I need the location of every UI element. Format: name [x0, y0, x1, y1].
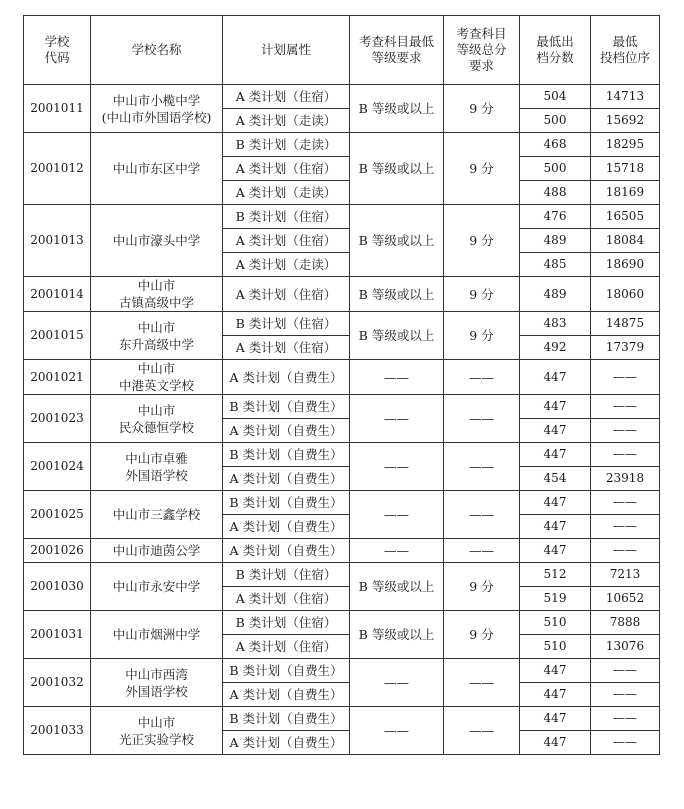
header-text: 投档位序 [599, 50, 650, 65]
subject-level-cell: B 等级或以上 [350, 563, 444, 611]
header-text: 最低出 [536, 34, 574, 49]
min-score-cell: 447 [520, 683, 591, 707]
plan-type-cell: A 类计划（住宿） [223, 277, 350, 312]
table-body [24, 85, 660, 755]
subject-level-cell: —— [350, 659, 444, 707]
school-name-cell [91, 395, 223, 443]
min-rank-cell: 10652 [591, 587, 660, 611]
min-rank-cell: 17379 [591, 336, 660, 360]
school-name-cell [91, 491, 223, 539]
plan-type-cell: B 类计划（住宿） [223, 312, 350, 336]
min-rank-cell: 14875 [591, 312, 660, 336]
header-subject-level [350, 16, 444, 85]
min-score-cell: 447 [520, 539, 591, 563]
subject-total-cell: 9 分 [444, 133, 520, 205]
school-name-cell [91, 360, 223, 395]
header-text: 等级总分 [456, 42, 507, 57]
header-school-name [91, 16, 223, 85]
min-score-cell: 500 [520, 109, 591, 133]
min-rank-cell: 15718 [591, 157, 660, 181]
min-score-cell: 447 [520, 707, 591, 731]
subject-total-cell: —— [444, 707, 520, 755]
subject-level-cell: —— [350, 491, 444, 539]
school-name-line: 中山市三鑫学校 [112, 507, 201, 522]
subject-total-cell: —— [444, 443, 520, 491]
min-score-cell: 485 [520, 253, 591, 277]
header-school-code [24, 16, 91, 85]
admission-table-container [23, 15, 660, 755]
school-name-line: 中山市西湾 [125, 666, 188, 682]
plan-type-cell: B 类计划（自费生） [223, 491, 350, 515]
school-name-line: 中山市 [137, 319, 176, 335]
min-rank-cell: 18084 [591, 229, 660, 253]
min-score-cell: 512 [520, 563, 591, 587]
school-name-line: 外国语学校 [125, 683, 188, 699]
min-rank-cell: 18060 [591, 277, 660, 312]
plan-type-cell: A 类计划（住宿） [223, 336, 350, 360]
school-name-cell [91, 85, 223, 133]
subject-total-cell: —— [444, 491, 520, 539]
min-rank-cell: —— [591, 360, 660, 395]
subject-level-cell: B 等级或以上 [350, 277, 444, 312]
table-row [24, 491, 660, 515]
subject-level-cell: B 等级或以上 [350, 611, 444, 659]
min-rank-cell: 16505 [591, 205, 660, 229]
min-score-cell: 504 [520, 85, 591, 109]
subject-total-cell: 9 分 [444, 277, 520, 312]
min-score-cell: 489 [520, 229, 591, 253]
school-code-cell: 2001032 [24, 659, 91, 707]
school-name-cell [91, 539, 223, 563]
plan-type-cell: A 类计划（住宿） [223, 587, 350, 611]
school-name-cell [91, 277, 223, 312]
header-text: 计划属性 [260, 42, 311, 57]
header-plan-type [223, 16, 350, 85]
min-score-cell: 492 [520, 336, 591, 360]
subject-total-cell: 9 分 [444, 205, 520, 277]
school-name-line: 外国语学校 [125, 467, 188, 483]
plan-type-cell: A 类计划（住宿） [223, 157, 350, 181]
subject-level-cell: B 等级或以上 [350, 205, 444, 277]
plan-type-cell: B 类计划（自费生） [223, 707, 350, 731]
school-name-line: 中山市迪茵公学 [112, 543, 201, 558]
header-text: 考查科目最低 [358, 34, 434, 49]
plan-type-cell: B 类计划（住宿） [223, 205, 350, 229]
header-text: 学校 [44, 34, 70, 49]
table-row [24, 85, 660, 109]
plan-type-cell: A 类计划（住宿） [223, 229, 350, 253]
table-row [24, 707, 660, 731]
table-row [24, 360, 660, 395]
school-name-line: 中山市濠头中学 [112, 233, 201, 248]
table-row [24, 133, 660, 157]
school-code-cell: 2001012 [24, 133, 91, 205]
school-code-cell: 2001026 [24, 539, 91, 563]
min-rank-cell: —— [591, 395, 660, 419]
school-name-cell [91, 611, 223, 659]
min-rank-cell: —— [591, 731, 660, 755]
subject-level-cell: —— [350, 360, 444, 395]
school-name-line: (中山市外国语学校) [101, 109, 212, 125]
school-name-cell [91, 443, 223, 491]
min-rank-cell: 14713 [591, 85, 660, 109]
min-rank-cell: —— [591, 419, 660, 443]
subject-total-cell: 9 分 [444, 312, 520, 360]
min-score-cell: 447 [520, 515, 591, 539]
header-text: 最低 [612, 34, 638, 49]
admission-score-table [23, 15, 660, 755]
plan-type-cell: A 类计划（自费生） [223, 515, 350, 539]
min-score-cell: 519 [520, 587, 591, 611]
min-score-cell: 447 [520, 443, 591, 467]
min-rank-cell: —— [591, 443, 660, 467]
min-rank-cell: —— [591, 539, 660, 563]
table-row [24, 312, 660, 336]
subject-total-cell: —— [444, 539, 520, 563]
min-score-cell: 483 [520, 312, 591, 336]
subject-total-cell: 9 分 [444, 85, 520, 133]
school-code-cell: 2001024 [24, 443, 91, 491]
plan-type-cell: A 类计划（走读） [223, 253, 350, 277]
min-score-cell: 489 [520, 277, 591, 312]
min-rank-cell: 18295 [591, 133, 660, 157]
school-name-line: 光正实验学校 [118, 731, 194, 747]
min-rank-cell: 7888 [591, 611, 660, 635]
header-text: 要求 [468, 58, 494, 73]
school-name-line: 中山市卓雅 [125, 450, 188, 466]
subject-total-cell: —— [444, 395, 520, 443]
min-score-cell: 447 [520, 491, 591, 515]
plan-type-cell: A 类计划（自费生） [223, 467, 350, 491]
plan-type-cell: A 类计划（走读） [223, 181, 350, 205]
header-subject-total [444, 16, 520, 85]
school-name-line: 东升高级中学 [118, 336, 194, 352]
subject-total-cell: 9 分 [444, 563, 520, 611]
school-name-line: 中山市 [137, 278, 176, 293]
min-score-cell: 447 [520, 395, 591, 419]
min-score-cell: 447 [520, 659, 591, 683]
plan-type-cell: A 类计划（住宿） [223, 635, 350, 659]
plan-type-cell: A 类计划（自费生） [223, 419, 350, 443]
plan-type-cell: A 类计划（自费生） [223, 539, 350, 563]
school-name-line: 中山市永安中学 [112, 579, 201, 594]
subject-level-cell: B 等级或以上 [350, 85, 444, 133]
min-score-cell: 500 [520, 157, 591, 181]
school-code-cell: 2001014 [24, 277, 91, 312]
table-row [24, 395, 660, 419]
min-score-cell: 454 [520, 467, 591, 491]
subject-total-cell: —— [444, 360, 520, 395]
school-code-cell: 2001013 [24, 205, 91, 277]
min-rank-cell: —— [591, 491, 660, 515]
table-row [24, 277, 660, 312]
min-score-cell: 488 [520, 181, 591, 205]
min-rank-cell: 15692 [591, 109, 660, 133]
table-row [24, 563, 660, 587]
school-code-cell: 2001033 [24, 707, 91, 755]
school-name-cell [91, 659, 223, 707]
header-text: 考查科目 [456, 26, 507, 41]
subject-total-cell: —— [444, 659, 520, 707]
school-code-cell: 2001021 [24, 360, 91, 395]
school-name-cell [91, 563, 223, 611]
plan-type-cell: B 类计划（自费生） [223, 395, 350, 419]
school-name-line: 中山市东区中学 [112, 161, 201, 176]
table-row [24, 539, 660, 563]
plan-type-cell: A 类计划（自费生） [223, 360, 350, 395]
school-code-cell: 2001015 [24, 312, 91, 360]
table-row [24, 611, 660, 635]
school-name-line: 中山市烟洲中学 [112, 627, 201, 642]
min-score-cell: 447 [520, 419, 591, 443]
plan-type-cell: B 类计划（走读） [223, 133, 350, 157]
school-name-cell [91, 133, 223, 205]
plan-type-cell: A 类计划（自费生） [223, 731, 350, 755]
table-row [24, 205, 660, 229]
school-name-line: 中港英文学校 [118, 378, 194, 393]
min-rank-cell: —— [591, 707, 660, 731]
table-row [24, 659, 660, 683]
table-row [24, 443, 660, 467]
subject-level-cell: —— [350, 539, 444, 563]
header-min-rank [591, 16, 660, 85]
school-code-cell: 2001023 [24, 395, 91, 443]
school-code-cell: 2001030 [24, 563, 91, 611]
min-rank-cell: 13076 [591, 635, 660, 659]
min-rank-cell: 23918 [591, 467, 660, 491]
header-text: 档分数 [536, 50, 574, 65]
school-code-cell: 2001011 [24, 85, 91, 133]
min-score-cell: 447 [520, 731, 591, 755]
plan-type-cell: B 类计划（住宿） [223, 563, 350, 587]
school-name-line: 中山市 [137, 402, 176, 418]
header-row [24, 16, 660, 85]
min-score-cell: 447 [520, 360, 591, 395]
school-name-line: 古镇高级中学 [118, 295, 194, 310]
subject-level-cell: B 等级或以上 [350, 133, 444, 205]
min-rank-cell: 18169 [591, 181, 660, 205]
subject-level-cell: —— [350, 395, 444, 443]
school-name-line: 中山市 [137, 714, 176, 730]
subject-level-cell: —— [350, 443, 444, 491]
subject-level-cell: B 等级或以上 [350, 312, 444, 360]
plan-type-cell: A 类计划（住宿） [223, 85, 350, 109]
header-text: 等级要求 [371, 50, 422, 65]
header-text: 学校名称 [131, 42, 182, 57]
plan-type-cell: B 类计划（自费生） [223, 659, 350, 683]
plan-type-cell: A 类计划（自费生） [223, 683, 350, 707]
school-name-line: 中山市小榄中学 [112, 92, 201, 108]
subject-total-cell: 9 分 [444, 611, 520, 659]
min-rank-cell: —— [591, 515, 660, 539]
school-code-cell: 2001025 [24, 491, 91, 539]
min-rank-cell: 18690 [591, 253, 660, 277]
school-name-cell [91, 205, 223, 277]
subject-level-cell: —— [350, 707, 444, 755]
min-rank-cell: —— [591, 659, 660, 683]
school-code-cell: 2001031 [24, 611, 91, 659]
header-text: 代码 [44, 50, 70, 65]
school-name-line: 中山市 [137, 361, 176, 376]
min-score-cell: 510 [520, 611, 591, 635]
min-score-cell: 510 [520, 635, 591, 659]
min-rank-cell: 7213 [591, 563, 660, 587]
min-score-cell: 468 [520, 133, 591, 157]
min-score-cell: 476 [520, 205, 591, 229]
plan-type-cell: A 类计划（走读） [223, 109, 350, 133]
school-name-cell [91, 707, 223, 755]
min-rank-cell: —— [591, 683, 660, 707]
header-min-score [520, 16, 591, 85]
school-name-line: 民众德恒学校 [118, 419, 194, 435]
school-name-cell [91, 312, 223, 360]
plan-type-cell: B 类计划（自费生） [223, 443, 350, 467]
plan-type-cell: B 类计划（住宿） [223, 611, 350, 635]
